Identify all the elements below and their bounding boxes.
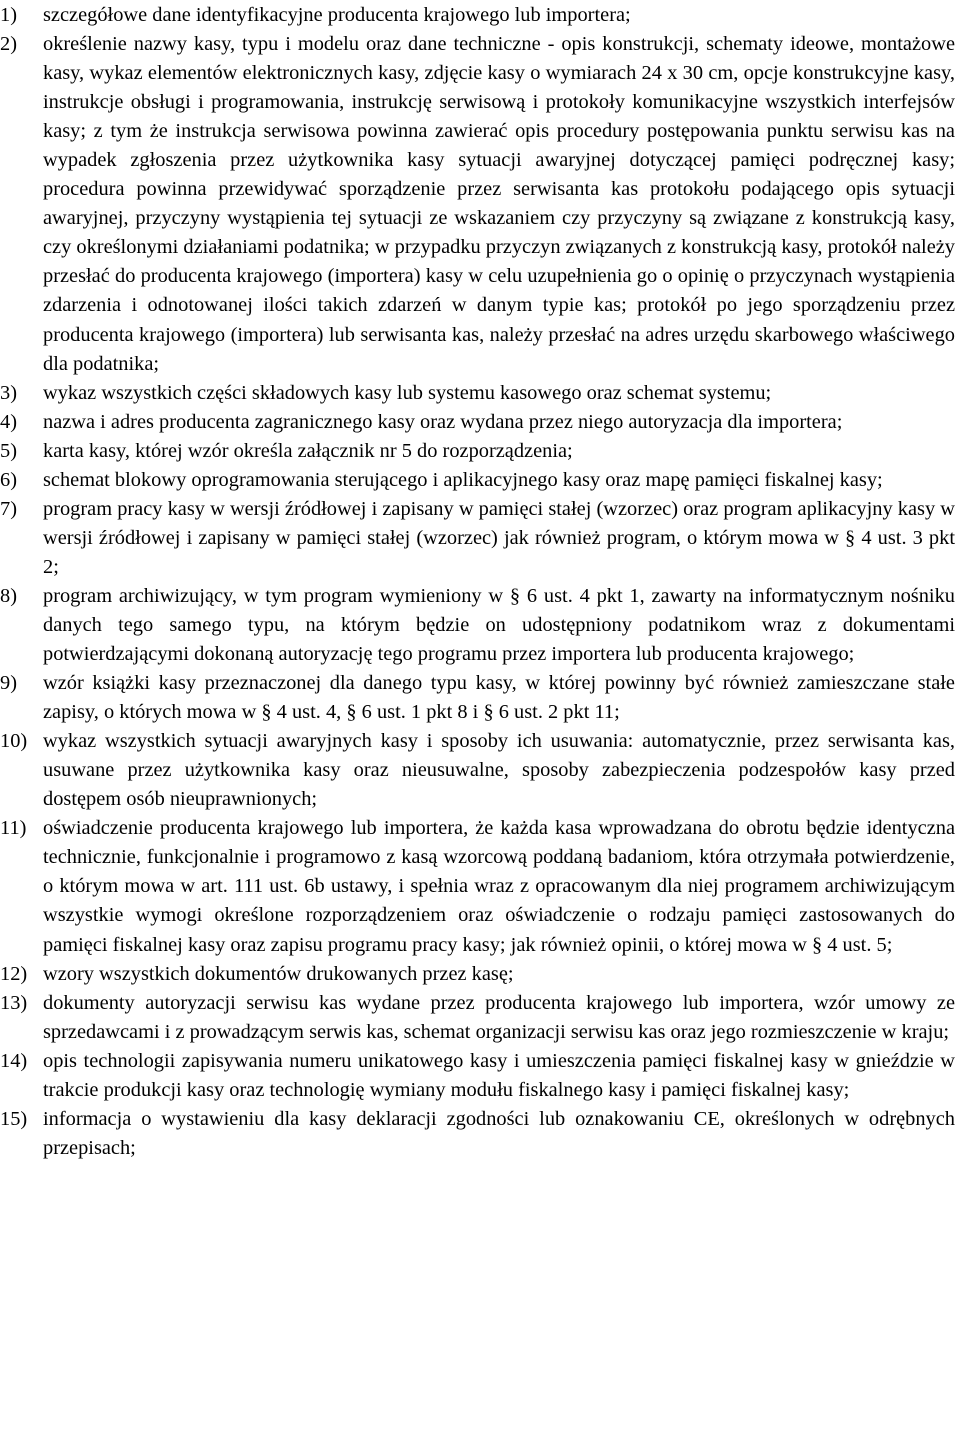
list-item-3 <box>0 379 955 408</box>
item-number: 15) <box>0 1107 28 1130</box>
item-text: program archiwizujący, w tym program wymieniony w § 6 ust. 4 pkt 1, zawarty na informatycznym nośniku danych tego samego typu, na którym będzie on udostępniony podatnikom wraz z dokumentami potwierdzającymi dokonaną autoryzację tego programu przez importera lub producenta krajowego; <box>43 584 955 666</box>
list-item-7 <box>0 495 955 582</box>
item-number: 8) <box>0 584 17 607</box>
item-text: opis technologii zapisywania numeru unikatowego kasy i umieszczenia pamięci fiskalnej kasy w gnieździe w trakcie produkcji kasy oraz technologię wymiany modułu fiskalnego kasy i pamięci fiskalnej kasy; <box>43 1049 955 1101</box>
list-item-15 <box>0 1105 955 1163</box>
item-number: 14) <box>0 1049 28 1072</box>
list-item-13 <box>0 989 955 1047</box>
item-text: wzory wszystkich dokumentów drukowanych przez kasę; <box>43 962 514 985</box>
item-number: 13) <box>0 991 28 1014</box>
list-item-6 <box>0 466 955 495</box>
item-number: 4) <box>0 410 17 433</box>
list-item-14 <box>0 1047 955 1105</box>
item-text: karta kasy, której wzór określa załącznik nr 5 do rozporządzenia; <box>43 439 573 462</box>
list-item-10 <box>0 727 955 814</box>
list-item-4 <box>0 408 955 437</box>
item-number: 12) <box>0 962 28 985</box>
item-text: informacja o wystawieniu dla kasy deklaracji zgodności lub oznakowaniu CE, określonych w odrębnych przepisach; <box>43 1107 955 1159</box>
item-number: 11) <box>0 817 27 840</box>
item-text: dokumenty autoryzacji serwisu kas wydane przez producenta krajowego lub importera, wzór umowy ze sprzedawcami i z prowadzącym serwis kas, schemat organizacji serwisu kas oraz jego rozmieszczenie w kraju; <box>43 991 955 1043</box>
item-text: szczegółowe dane identyfikacyjne producenta krajowego lub importera; <box>43 4 631 26</box>
item-text: wzór książki kasy przeznaczonej dla danego typu kasy, w której powinny być również zamieszczane stałe zapisy, o których mowa w § 4 ust. 4, § 6 ust. 1 pkt 8 i § 6 ust. 2 pkt 11; <box>43 672 955 724</box>
list-item-1 <box>0 1 955 30</box>
list-item-2 <box>0 30 955 379</box>
item-number: 1) <box>0 4 17 26</box>
item-text: określenie nazwy kasy, typu i modelu oraz dane techniczne - opis konstrukcji, schematy ideowe, montażowe kasy, wykaz elementów elektronicznych kasy, zdjęcie kasy o wymiarach 24 x 30 cm, opcje konstrukcyjne kasy, instrukcje obsługi i programowania, instrukcję serwisową i protokoły komunikacyjne wszystkich interfejsów kasy; z tym że instrukcja serwisowa powinna zawierać opis procedury postępowania punktu serwisu kas na wypadek zgłoszenia przez użytkownika kasy sytuacji awaryjnej dotyczącej pamięci podręcznej kasy; procedura powinna przewidywać sporządzenie przez serwisanta kas protokołu podającego opis sytuacji awaryjnej, przyczyny wystąpienia tej sytuacji ze wskazaniem czy przyczyny są związane z konstrukcją kasy, czy określonymi działaniami podatnika; w przypadku przyczyn związanych z konstrukcją kasy, protokół należy przesłać do producenta krajowego (importera) kasy w celu uzupełnienia go o opinię o przyczynach wystąpienia zdarzenia i odnotowanej ilości takich zdarzeń w danym typie kas; protokół po jego sporządzeniu przez producenta krajowego (importera) lub serwisanta kas, należy przesłać na adres urzędu skarbowego właściwego dla podatnika; <box>43 33 955 375</box>
list-item-8 <box>0 582 955 669</box>
item-number: 10) <box>0 730 28 753</box>
item-number: 5) <box>0 439 17 462</box>
item-number: 9) <box>0 672 17 695</box>
item-number: 7) <box>0 497 17 520</box>
item-text: wykaz wszystkich części składowych kasy lub systemu kasowego oraz schemat systemu; <box>43 381 772 404</box>
item-text: wykaz wszystkich sytuacji awaryjnych kasy i sposoby ich usuwania: automatycznie, przez serwisanta kas, usuwane przez użytkownika kasy oraz nieusuwalne, sposoby zabezpieczenia podzespołów kasy przed dostępem osób nieuprawnionych; <box>43 730 955 811</box>
item-text: schemat blokowy oprogramowania sterującego i aplikacyjnego kasy oraz mapę pamięci fiskalnej kasy; <box>43 468 883 491</box>
list-item-9 <box>0 669 955 727</box>
item-number: 6) <box>0 468 17 491</box>
list-item-5 <box>0 437 955 466</box>
item-text: program pracy kasy w wersji źródłowej i zapisany w pamięci stałej (wzorzec) oraz program aplikacyjny kasy w wersji źródłowej i zapisany w pamięci stałej (wzorzec) jak również program, o którym mowa w § 4 ust. 3 pkt 2; <box>43 497 955 578</box>
item-number: 3) <box>0 381 17 404</box>
list-item-12 <box>0 960 955 989</box>
item-text: oświadczenie producenta krajowego lub importera, że każda kasa wprowadzana do obrotu będzie identyczna technicznie, funkcjonalnie i programowo z kasą wzorcową poddaną badaniom, która otrzymała potwierdzenie, o którym mowa w art. 111 ust. 6b ustawy, i spełnia wraz z opracowanym dla niej programem archiwizującym wszystkie wymogi określone rozporządzeniem oraz oświadczenie o rodzaju pamięci zastosowanych do pamięci fiskalnej kasy oraz zapisu programu pracy kasy; jak również opinii, o której mowa w § 4 ust. 5; <box>43 817 955 956</box>
item-number: 2) <box>0 33 17 56</box>
item-text: nazwa i adres producenta zagranicznego kasy oraz wydana przez niego autoryzacja dla importera; <box>43 410 843 433</box>
list-item-11 <box>0 814 955 959</box>
